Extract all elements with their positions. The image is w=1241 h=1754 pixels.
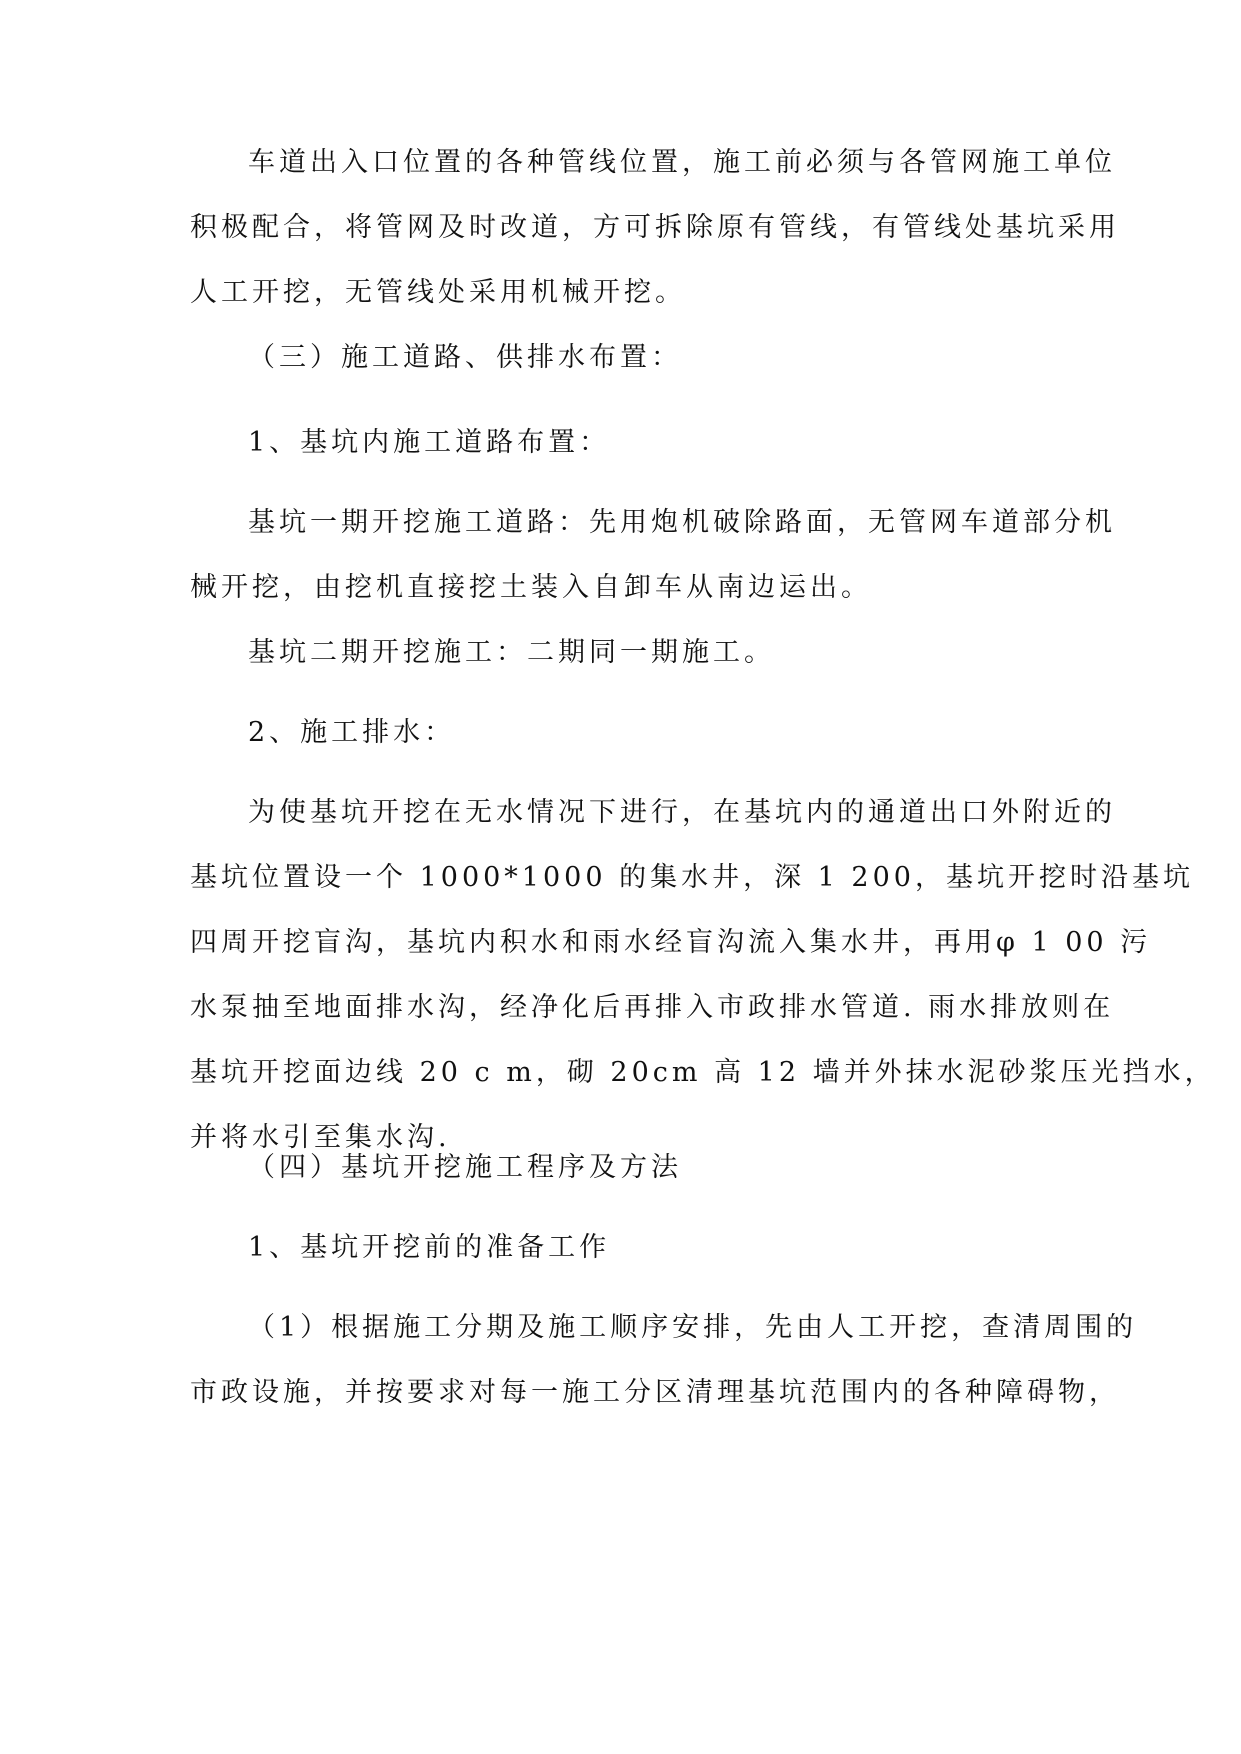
subheading-road-layout: [190, 410, 1060, 475]
heading-text: （四）基坑开挖施工程序及方法: [248, 1152, 682, 1183]
text-line: 基坑位置设一个 1000*1000 的集水井，深 1 200，基坑开挖时沿基坑: [190, 862, 1194, 893]
section-heading-4: [190, 1135, 1060, 1200]
text-line: 基坑二期开挖施工：二期同一期施工。: [248, 637, 775, 668]
text-line: 基坑开挖面边线 20 c m，砌 20cm 高 12 墙并外抹水泥砂浆压光挡水，: [190, 1057, 1216, 1088]
paragraph-phase-two: [190, 620, 1060, 685]
text-line: （1）根据施工分期及施工顺序安排，先由人工开挖，查清周围的: [248, 1312, 1138, 1343]
paragraph-drainage-detail: [190, 780, 1216, 1170]
heading-text: 1、基坑内施工道路布置：: [248, 427, 611, 458]
text-line: 车道出入口位置的各种管线位置，施工前必须与各管网施工单位: [248, 147, 1116, 178]
text-line: 人工开挖，无管线处采用机械开挖。: [190, 277, 686, 308]
subheading-drainage: [190, 700, 1060, 765]
text-line: 基坑一期开挖施工道路：先用炮机破除路面，无管网车道部分机: [248, 507, 1116, 538]
text-line: 械开挖，由挖机直接挖土装入自卸车从南边运出。: [190, 572, 872, 603]
text-line: 并将水引至集水沟.: [190, 1122, 451, 1153]
text-line: 积极配合，将管网及时改道，方可拆除原有管线，有管线处基坑采用: [190, 212, 1120, 243]
paragraph-preparation-detail: [190, 1295, 1138, 1425]
section-heading-3: [190, 325, 1060, 390]
text-line: 市政设施，并按要求对每一施工分区清理基坑范围内的各种障碍物，: [190, 1377, 1120, 1408]
text-line: 水泵抽至地面排水沟，经净化后再排入市政排水管道. 雨水排放则在: [190, 992, 1115, 1023]
paragraph-phase-one: [190, 490, 1116, 620]
subheading-preparation: [190, 1215, 1060, 1280]
text-line: 四周开挖盲沟，基坑内积水和雨水经盲沟流入集水井，再用φ 1 00 污: [190, 927, 1152, 958]
heading-text: 2、施工排水：: [248, 717, 456, 748]
text-line: 为使基坑开挖在无水情况下进行，在基坑内的通道出口外附近的: [248, 797, 1116, 828]
heading-text: （三）施工道路、供排水布置：: [248, 342, 682, 373]
paragraph-pipeline-coordination: [190, 130, 1120, 325]
heading-text: 1、基坑开挖前的准备工作: [248, 1232, 611, 1263]
